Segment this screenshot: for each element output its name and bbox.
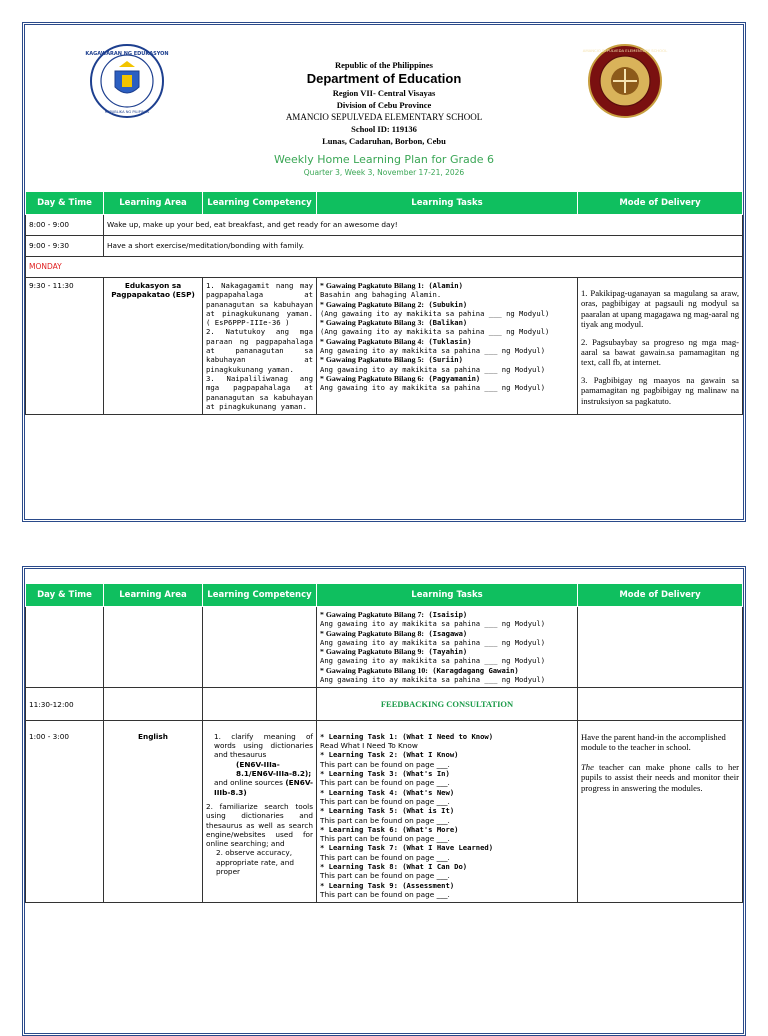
task-body: Read What I Need To Know [320, 741, 418, 751]
learning-competency [203, 729, 317, 903]
table-header-row [26, 584, 743, 607]
page-1 [22, 22, 746, 522]
page-2 [22, 566, 746, 1036]
feedback-label: FEEDBACKING CONSULTATION [317, 688, 578, 721]
plan-table-page-1 [25, 191, 743, 415]
task-subtitle: (Suriin) [428, 355, 463, 365]
task-heading: * Learning Task 7: (What I Have Learned) [320, 843, 494, 853]
task-heading: * Learning Task 2: (What I Know) [320, 750, 459, 760]
task-heading: * Gawaing Pagkatuto Bilang 10: [320, 665, 428, 675]
task-heading: * Gawaing Pagkatuto Bilang 7: [320, 610, 424, 619]
day-label: MONDAY [26, 257, 743, 278]
table-row [26, 729, 743, 903]
task-subtitle: (Alamin) [428, 281, 463, 290]
task-heading: * Learning Task 4: (What's New) [320, 787, 455, 797]
division-line: Division of Cebu Province [336, 100, 432, 110]
delivery-item: 3. Pagbibigay ng maayos na gawain sa pamamagitan ng pagbibigay ng malinaw na instruksiyon sa pagkatuto. [581, 374, 739, 406]
col-learning-area: Learning Area [104, 192, 203, 215]
competency-code: (EN6V-IIIa-8.1/EN6V-IIIa-8.2); [236, 759, 312, 779]
learning-area: English [104, 729, 203, 903]
col-mode-of-delivery: Mode of Delivery [578, 192, 743, 215]
task-heading: * Gawaing Pagkatuto Bilang 1: [320, 281, 424, 290]
row-activity: Wake up, make up your bed, eat breakfast, and get ready for an awesome day! [104, 215, 743, 236]
task-subtitle: (Isagawa) [428, 628, 468, 638]
republic-line: Republic of the Philippines [334, 60, 433, 70]
col-day-time: Day & Time [26, 192, 104, 215]
delivery-item: teacher can make phone calls to her pupils to assist their needs and monitor their progress in answering the modules. [581, 761, 740, 793]
learning-tasks [317, 729, 578, 903]
task-heading: * Learning Task 1: (What I Need to Know) [320, 731, 494, 741]
row-time: 9:00 - 9:30 [26, 236, 104, 257]
learning-tasks [317, 278, 578, 415]
school-seal-text: AMANCIO SEPULVEDA ELEMENTARY SCHOOL [582, 48, 668, 53]
task-heading: * Learning Task 6: (What's More) [320, 824, 459, 834]
learning-tasks [317, 607, 578, 688]
task-body: This part can be found on page ___. [320, 759, 450, 769]
col-day-time: Day & Time [26, 584, 104, 607]
school-address: Lunas, Cadaruhan, Borbon, Cebu [322, 136, 446, 146]
task-body: This part can be found on page ___. [320, 796, 450, 806]
row-time: 9:30 - 11:30 [26, 278, 104, 415]
task-body: Ang gawaing ito ay makikita sa pahina ___ ng Modyul) [320, 383, 546, 393]
table-row [26, 257, 743, 278]
task-body: This part can be found on page ___. [320, 852, 450, 862]
col-learning-competency: Learning Competency [203, 584, 317, 607]
competency-item: 1. Nakagagamit nang may pagpapahalaga at pananagutan sa kabuhayan at pinagkukunang yaman. ( EsP6PPP-IIIe-36 ) [206, 281, 313, 328]
row-time: 11:30-12:00 [26, 688, 104, 721]
col-learning-tasks: Learning Tasks [317, 192, 578, 215]
task-body: This part can be found on page ___. [320, 834, 450, 844]
school-seal-icon [582, 43, 668, 119]
col-learning-area: Learning Area [104, 584, 203, 607]
table-row [26, 215, 743, 236]
department-name: Department of Education [306, 71, 462, 86]
task-body: (Ang gawaing ito ay makikita sa pahina ___ ng Modyul) [320, 327, 550, 337]
table-row [26, 236, 743, 257]
task-body: This part can be found on page ___. [320, 871, 450, 881]
task-subtitle: (Tayahin) [428, 647, 468, 657]
task-heading: * Learning Task 3: (What's In) [320, 769, 450, 779]
table-header-row [26, 192, 743, 215]
plan-title: Weekly Home Learning Plan for Grade 6 [274, 153, 494, 166]
deped-seal-bottom-text: REPUBLIKA NG PILIPINAS [104, 110, 150, 114]
document-header [25, 25, 743, 191]
competency-item: 2. familiarize search tools using dictionaries and thesaurus as well as search engine/websites used for online searching; and [206, 801, 313, 849]
table-row [26, 607, 743, 688]
mode-of-delivery [578, 278, 743, 415]
plan-subtitle: Quarter 3, Week 3, November 17-21, 2026 [303, 168, 465, 177]
school-id: School ID: 119136 [351, 124, 417, 134]
col-learning-tasks: Learning Tasks [317, 584, 578, 607]
row-activity: Have a short exercise/meditation/bonding with family. [104, 236, 743, 257]
task-body: (Ang gawaing ito ay makikita sa pahina ___ ng Modyul) [320, 308, 550, 318]
task-body: Ang gawaing ito ay makikita sa pahina ___ ng Modyul) [320, 675, 546, 685]
task-subtitle: (Subukin) [428, 299, 468, 309]
deped-seal-top-text: KAGAWARAN NG EDUKASYON [85, 51, 169, 57]
delivery-emphasis: The [581, 761, 594, 772]
task-body: This part can be found on page ___. [320, 815, 450, 825]
task-heading: * Learning Task 8: (What I Can Do) [320, 862, 468, 872]
plan-table-page-2 [25, 583, 743, 903]
task-body: Ang gawaing ito ay makikita sa pahina ___ ng Modyul) [320, 346, 546, 356]
task-heading: * Gawaing Pagkatuto Bilang 3: [320, 318, 424, 328]
col-mode-of-delivery: Mode of Delivery [578, 584, 743, 607]
task-heading: * Gawaing Pagkatuto Bilang 4: [320, 336, 424, 346]
deped-seal-icon [85, 43, 169, 119]
learning-area: Edukasyon sa Pagpapakatao (ESP) [104, 278, 203, 415]
competency-item: and online sources [214, 778, 283, 788]
school-name: AMANCIO SEPULVEDA ELEMENTARY SCHOOL [285, 112, 483, 122]
task-body: Ang gawaing ito ay makikita sa pahina ___ ng Modyul) [320, 656, 546, 666]
learning-competency [203, 278, 317, 415]
row-time: 1:00 - 3:00 [26, 729, 104, 903]
task-subtitle: (Balikan) [428, 318, 468, 328]
task-heading: * Gawaing Pagkatuto Bilang 8: [320, 628, 424, 638]
task-body: This part can be found on page ___. [320, 778, 450, 788]
task-body: Ang gawaing ito ay makikita sa pahina ___ ng Modyul) [320, 619, 546, 629]
competency-item: 2. observe accuracy, appropriate rate, and proper [216, 848, 295, 877]
task-subtitle: (Isaisip) [428, 610, 468, 619]
table-row [26, 278, 743, 415]
task-heading: * Gawaing Pagkatuto Bilang 5: [320, 355, 424, 365]
task-heading: * Learning Task 9: (Assessment) [320, 880, 455, 890]
delivery-item: 1. Pakikipag-uganayan sa magulang sa araw, oras, pagbibigay at pagsauli ng modyul sa paaralan at upang magagawa ng mag-aaral ng tiyak ang modyul. [581, 288, 739, 330]
task-body: Basahin ang bahaging Alamin. [320, 290, 442, 300]
task-body: Ang gawaing ito ay makikita sa pahina ___ ng Modyul) [320, 637, 546, 647]
col-learning-competency: Learning Competency [203, 192, 317, 215]
competency-item: 2. Natutukoy ang mga paraan ng pagpapahalaga at pananagutan sa kabuhayan at pinagkukunang yaman. [206, 327, 313, 374]
task-body: Ang gawaing ito ay makikita sa pahina ___ ng Modyul) [320, 364, 546, 374]
delivery-item: Have the parent hand-in the accomplished module to the teacher in school. [581, 731, 726, 753]
spacer-row [26, 721, 743, 729]
task-subtitle: (Pagyamanin) [428, 373, 481, 383]
region-line: Region VII- Central Visayas [332, 88, 436, 98]
task-heading: * Gawaing Pagkatuto Bilang 9: [320, 647, 424, 657]
competency-code: (EN6V-IIIb-8.3) [214, 778, 313, 797]
mode-of-delivery [578, 729, 743, 903]
task-body: This part can be found on page ___. [320, 889, 450, 899]
task-heading: * Learning Task 5: (What is It) [320, 806, 455, 816]
table-row [26, 688, 743, 721]
task-heading: * Gawaing Pagkatuto Bilang 6: [320, 373, 424, 383]
row-time: 8:00 - 9:00 [26, 215, 104, 236]
delivery-item: 2. Pagsubaybay sa progreso ng mga mag-aaral sa bawat gawain.sa pamamagitan ng text, call fb, at internet. [581, 336, 739, 368]
competency-item: 1. clarify meaning of words using dictionaries and thesaurus [214, 731, 313, 760]
task-subtitle: (Tuklasin) [428, 336, 472, 346]
task-heading: * Gawaing Pagkatuto Bilang 2: [320, 299, 424, 309]
competency-item: 3. Naipaliliwanag ang mga pagpapahalaga at pananagutan sa kabuhayan at pinagkukunang yaman. [206, 373, 313, 411]
task-subtitle: (Karagdagang Gawain) [432, 665, 519, 675]
